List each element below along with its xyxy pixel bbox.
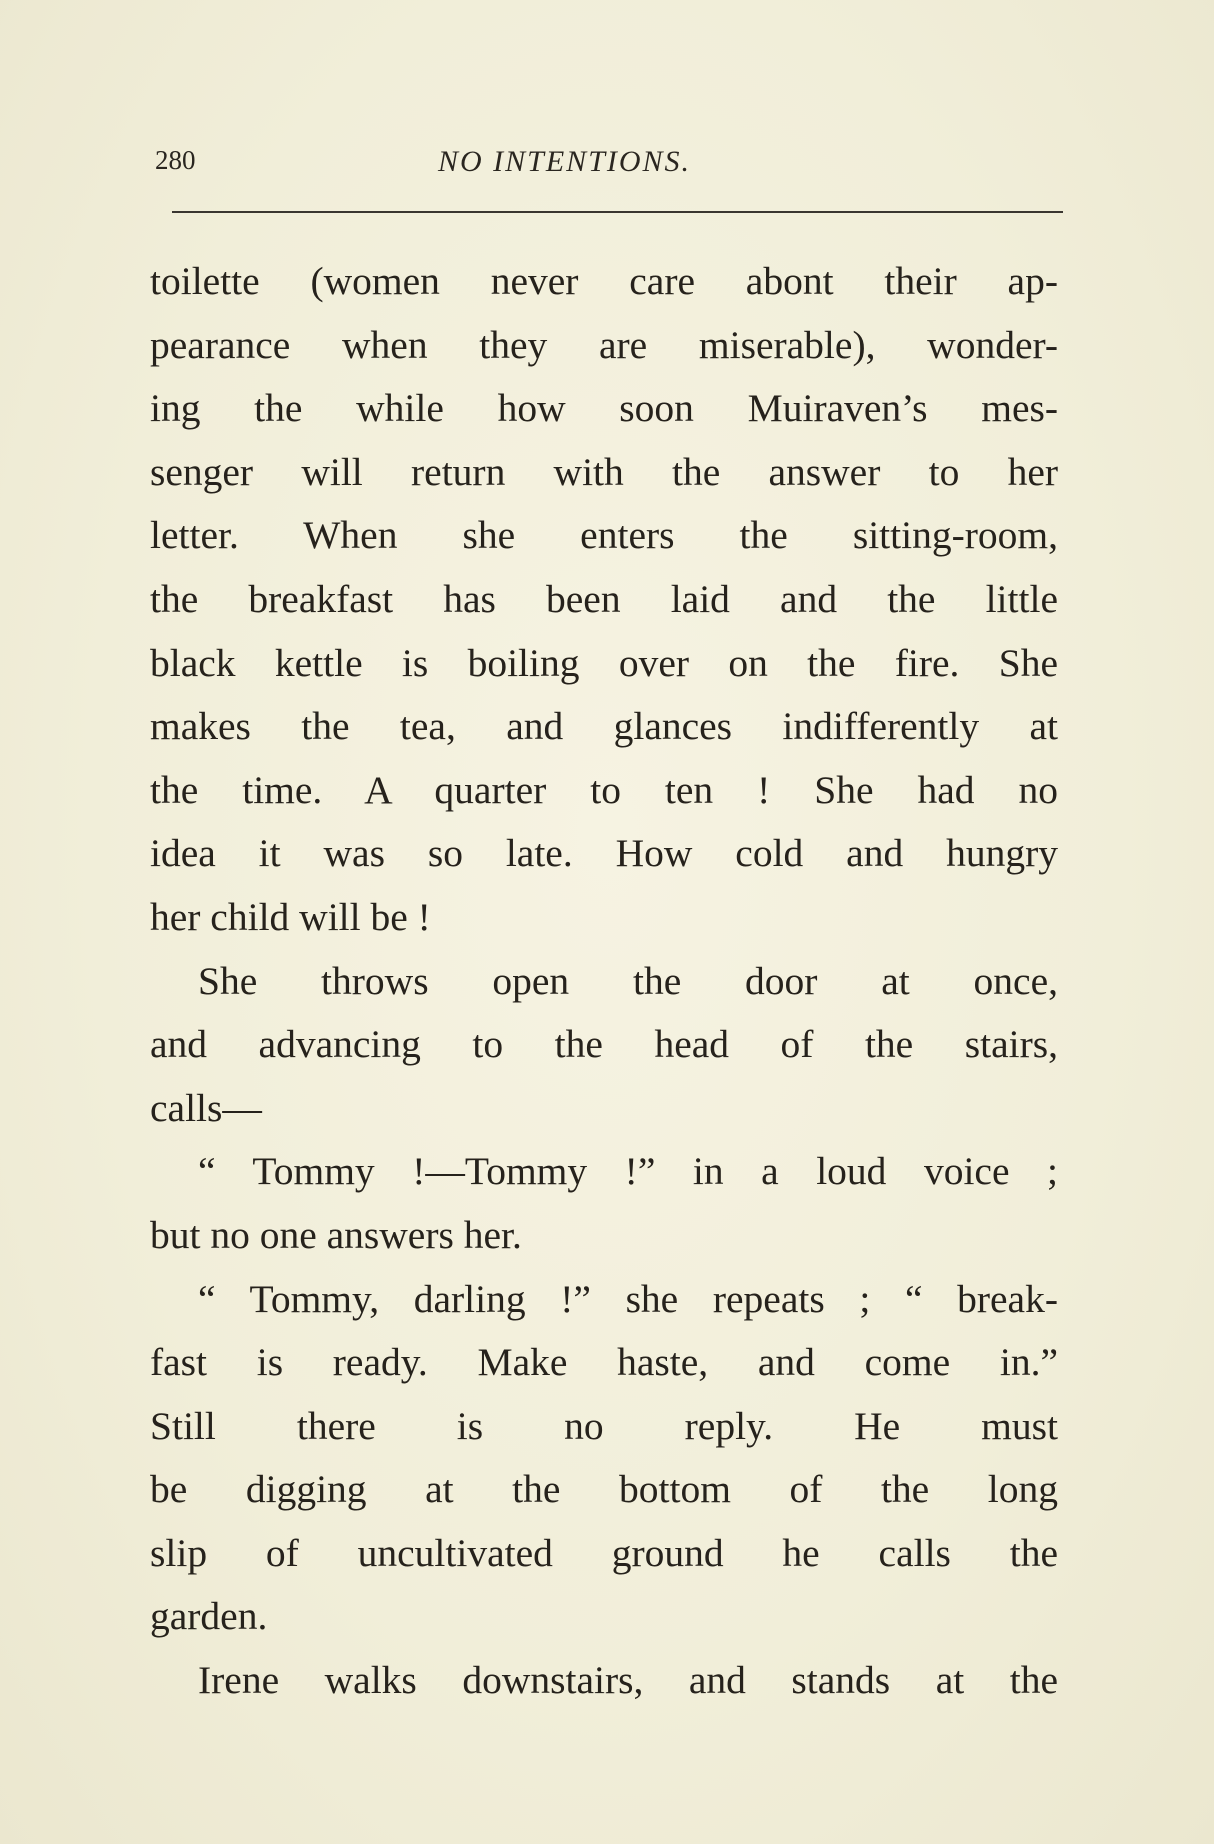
running-head: NO INTENTIONS. bbox=[438, 145, 692, 178]
text-line: her child will be ! bbox=[150, 894, 431, 939]
text-line: Irene walks downstairs, and stands at the bbox=[198, 1658, 1058, 1703]
text-line: toilette (women never care abont their ap- bbox=[150, 259, 1058, 303]
text-line: calls— bbox=[150, 1085, 262, 1130]
text-line: letter. When she enters the sitting-room, bbox=[150, 513, 1058, 558]
text-line: senger will return with the answer to her bbox=[150, 449, 1058, 494]
text-line: but no one answers her. bbox=[150, 1212, 522, 1257]
body-text bbox=[150, 250, 1058, 1713]
text-line: garden. bbox=[150, 1594, 268, 1639]
text-line: pearance when they are miserable), wonder- bbox=[150, 322, 1058, 367]
page-header bbox=[155, 145, 1060, 185]
text-line: idea it was so late. How cold and hungry bbox=[150, 831, 1058, 876]
page-number: 280 bbox=[155, 145, 196, 175]
text-line: ing the while how soon Muiraven’s mes- bbox=[150, 386, 1058, 431]
text-line: She throws open the door at once, bbox=[198, 958, 1058, 1003]
text-line: and advancing to the head of the stairs, bbox=[150, 1022, 1058, 1067]
text-line: slip of uncultivated ground he calls the bbox=[150, 1530, 1058, 1575]
text-line: makes the tea, and glances indifferently at bbox=[150, 704, 1058, 749]
text-line: fast is ready. Make haste, and come in.” bbox=[150, 1340, 1058, 1385]
text-line: black kettle is boiling over on the fire. She bbox=[150, 640, 1058, 685]
text-line: the breakfast has been laid and the little bbox=[150, 576, 1058, 621]
text-line: Still there is no reply. He must bbox=[150, 1403, 1058, 1448]
text-line: “ Tommy !—Tommy !” in a loud voice ; bbox=[198, 1149, 1058, 1194]
text-line: “ Tommy, darling !” she repeats ; “ break- bbox=[198, 1276, 1058, 1321]
text-line: the time. A quarter to ten ! She had no bbox=[150, 767, 1058, 812]
header-rule bbox=[172, 211, 1063, 213]
text-line: be digging at the bottom of the long bbox=[150, 1467, 1058, 1512]
